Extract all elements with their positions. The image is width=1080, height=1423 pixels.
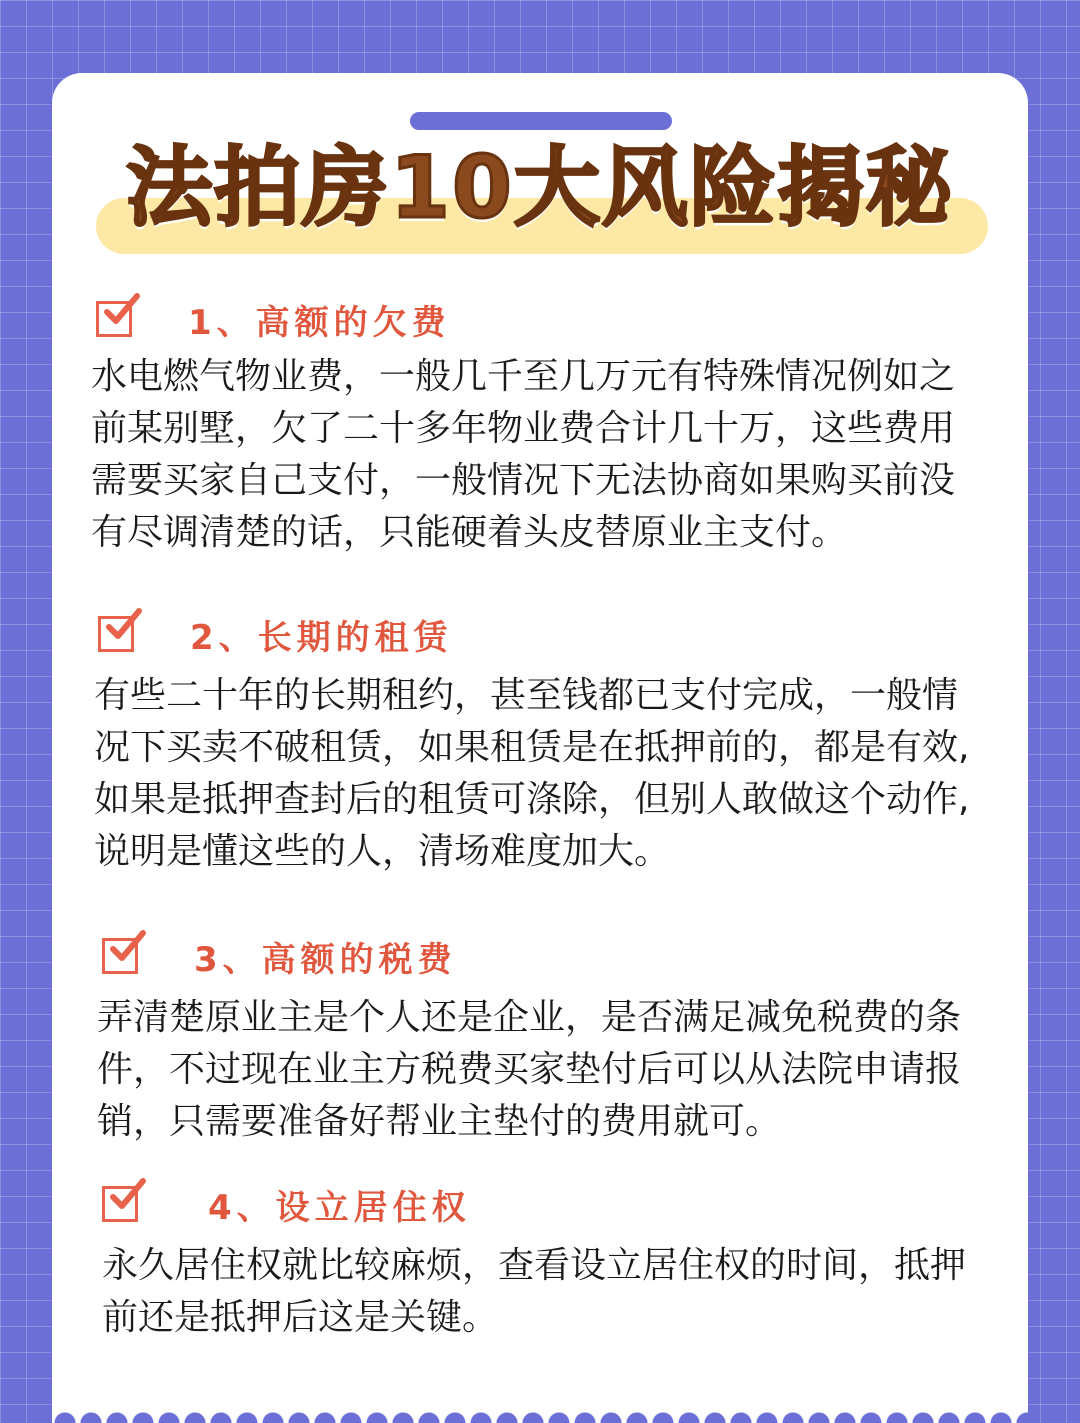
content-card (52, 73, 1028, 1423)
section-heading-row (102, 936, 702, 986)
body-line: 永久居住权就比较麻烦，查看设立居住权的时间，抵押 (102, 1245, 967, 1286)
section-heading: 4、设立居住权 (208, 1188, 471, 1228)
body-line: 如果是抵押查封后的租赁可涤除，但别人敢做这个动作, (94, 779, 970, 820)
section-heading-row (96, 299, 696, 349)
section-heading-row (98, 614, 698, 664)
body-line: 需要买家自己支付，一般情况下无法协商如果购买前没 (91, 460, 956, 501)
checkbox-checked-icon (102, 938, 138, 974)
section-heading-row (102, 1184, 702, 1234)
checkbox-checked-icon (98, 616, 134, 652)
body-line: 况下买卖不破租赁，如果租赁是在抵押前的，都是有效, (94, 727, 970, 768)
section-heading: 2、长期的租赁 (190, 618, 453, 658)
section-body (97, 992, 961, 1148)
section-body (94, 670, 969, 878)
body-line: 弄清楚原业主是个人还是企业，是否满足减免税费的条 (97, 997, 962, 1038)
section-heading: 1、高额的欠费 (188, 303, 451, 343)
section-body (102, 1240, 966, 1344)
section-body (91, 351, 955, 559)
body-line: 前还是抵押后这是关键。 (102, 1297, 499, 1338)
scalloped-edge (52, 1409, 1028, 1423)
body-line: 水电燃气物业费，一般几千至几万元有特殊情况例如之 (91, 356, 956, 397)
body-line: 有尽调清楚的话，只能硬着头皮替原业主支付。 (91, 512, 848, 553)
body-line: 销，只需要准备好帮业主垫付的费用就可。 (97, 1101, 782, 1142)
body-line: 前某别墅，欠了二十多年物业费合计几十万，这些费用 (91, 408, 956, 449)
body-line: 说明是懂这些的人，清场难度加大。 (94, 831, 671, 872)
checkbox-checked-icon (96, 301, 132, 337)
page-title: 法拍房10大风险揭秘 (126, 138, 954, 238)
checkbox-checked-icon (102, 1186, 138, 1222)
section-heading: 3、高额的税费 (194, 940, 457, 980)
body-line: 有些二十年的长期租约，甚至钱都已支付完成，一般情 (94, 675, 959, 716)
body-line: 件，不过现在业主方税费买家垫付后可以从法院申请报 (97, 1049, 962, 1090)
